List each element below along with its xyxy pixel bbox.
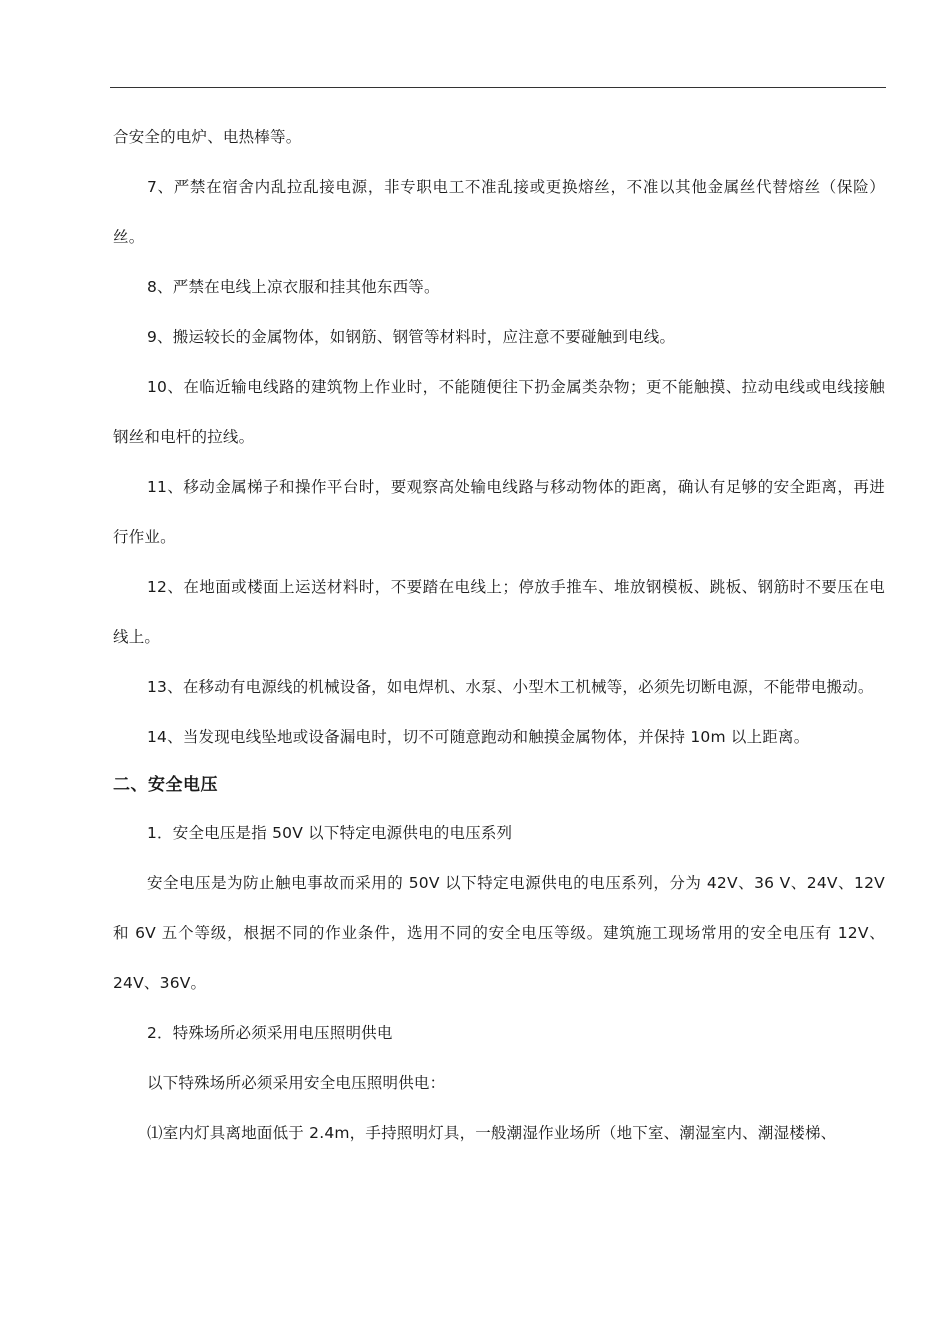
document-body [113, 112, 885, 1158]
rule-item-8: 8、严禁在电线上凉衣服和挂其他东西等。 [147, 278, 440, 296]
rule-item-12: 12、在地面或楼面上运送材料时，不要踏在电线上；停放手推车、堆放钢模板、跳板、钢筋时不要压在电线上。 [113, 578, 885, 646]
rule-item-13: 13、在移动有电源线的机械设备，如电焊机、水泵、小型木工机械等，必须先切断电源，不能带电搬动。 [147, 678, 874, 696]
paragraph-continuation: 合安全的电炉、电热棒等。 [113, 128, 302, 146]
list-item-1: ⑴室内灯具离地面低于 2.4m，手持照明灯具，一般潮湿作业场所（地下室、潮湿室内、潮湿楼梯、 [147, 1124, 837, 1142]
section-heading: 二、安全电压 [113, 775, 218, 795]
header-rule [110, 87, 886, 88]
rule-item-10: 10、在临近输电线路的建筑物上作业时，不能随便往下扔金属类杂物；更不能触摸、拉动电线或电线接触钢丝和电杆的拉线。 [113, 378, 885, 446]
rule-item-9: 9、搬运较长的金属物体，如钢筋、钢管等材料时，应注意不要碰触到电线。 [147, 328, 676, 346]
rule-item-11: 11、移动金属梯子和操作平台时，要观察高处输电线路与移动物体的距离，确认有足够的安全距离，再进行作业。 [113, 478, 885, 546]
subsection-2-intro: 以下特殊场所必须采用安全电压照明供电： [147, 1074, 446, 1092]
subsection-2-title: 2．特殊场所必须采用电压照明供电 [147, 1024, 393, 1042]
rule-item-14: 14、当发现电线坠地或设备漏电时，切不可随意跑动和触摸金属物体，并保持 10m 以上距离。 [147, 728, 810, 746]
subsection-1-title: 1．安全电压是指 50V 以下特定电源供电的电压系列 [147, 824, 513, 842]
rule-item-7: 7、严禁在宿舍内乱拉乱接电源，非专职电工不准乱接或更换熔丝，不准以其他金属丝代替熔丝（保险）丝。 [113, 178, 885, 246]
subsection-1-body: 安全电压是为防止触电事故而采用的 50V 以下特定电源供电的电压系列，分为 42V、36 V、24V、12V 和 6V 五个等级，根据不同的作业条件，选用不同的安全电压等级。建筑施工现场常用的安全电压有 12V、24V、36V。 [113, 874, 885, 992]
